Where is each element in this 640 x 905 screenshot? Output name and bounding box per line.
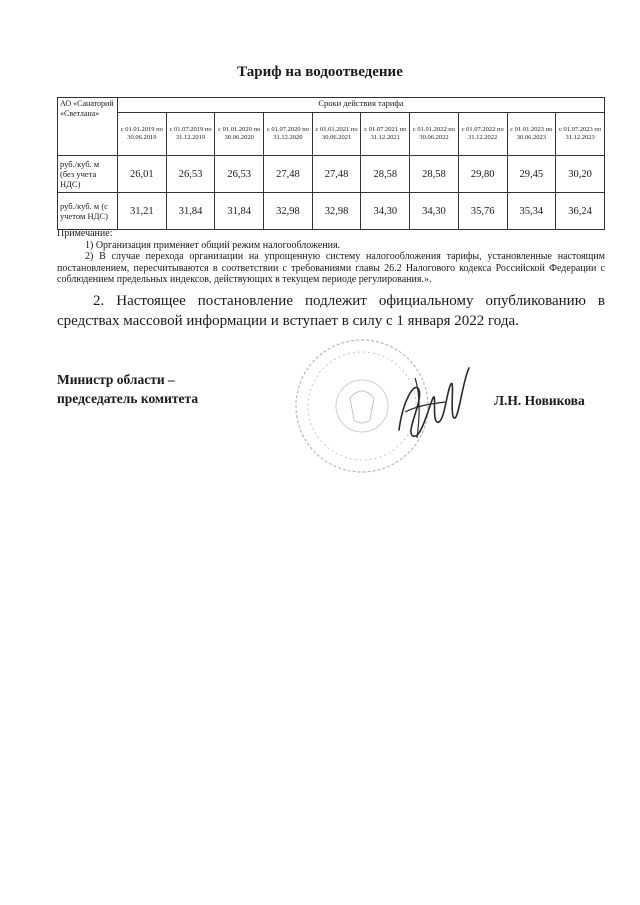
notes-block (57, 228, 605, 286)
period-header-cell: с 01.01.2021 по 30.06.2021 (312, 113, 361, 156)
table-corner-cell: АО «Санаторий «Светлана» (58, 98, 118, 156)
row-label: руб./куб. м (без учета НДС) (58, 156, 118, 193)
tariff-value-cell: 31,84 (215, 193, 264, 230)
period-row (58, 113, 605, 156)
tariff-value-cell: 26,53 (215, 156, 264, 193)
tariff-value-cell: 27,48 (312, 156, 361, 193)
tariff-value-cell: 31,21 (118, 193, 167, 230)
tariff-value-cell: 26,53 (166, 156, 215, 193)
signatory-role-line-1: Министр области – (57, 372, 175, 387)
note-2: 2) В случае перехода организации на упрощенную систему налогообложения тарифы, установленные настоящим постановлением, пересчитываются в соответствии с требованиями главы 26.2 Налогового кодекса Российской Федерации с соблюдением предельных индексов, действующих в текущем периоде регулирования.». (57, 251, 605, 285)
tariff-table (57, 97, 605, 230)
handwritten-signature (385, 360, 475, 450)
document-title: Тариф на водоотведение (237, 64, 403, 80)
period-header-cell: с 01.01.2019 по 30.06.2019 (118, 113, 167, 156)
periods-header: Сроки действия тарифа (118, 98, 605, 113)
tariff-value-cell: 26,01 (118, 156, 167, 193)
paragraph-2: 2. Настоящее постановление подлежит официальному опубликованию в средствах массовой информации и вступает в силу с 1 января 2022 года. (57, 293, 605, 329)
tariff-value-cell: 35,76 (458, 193, 507, 230)
period-header-cell: с 01.01.2022 по 30.06.2022 (410, 113, 459, 156)
period-header-cell: с 01.01.2020 по 30.06.2020 (215, 113, 264, 156)
tariff-value-cell: 29,80 (458, 156, 507, 193)
signatory-role-line-2: председатель комитета (57, 391, 199, 406)
tariff-value-cell: 29,45 (507, 156, 556, 193)
signatory-role (57, 370, 198, 408)
note-1: 1) Организация применяет общий режим налогообложения. (85, 239, 341, 251)
period-header-cell: с 01.07.2021 по 31.12.2021 (361, 113, 410, 156)
period-header-cell: с 01.07.2020 по 31.12.2020 (264, 113, 313, 156)
tariff-value-cell: 32,98 (264, 193, 313, 230)
notes-heading: Примечание: (57, 228, 113, 239)
tariff-value-cell: 36,24 (556, 193, 605, 230)
period-header-cell: с 01.07.2022 по 31.12.2022 (458, 113, 507, 156)
period-header-cell: с 01.07.2023 по 31.12.2023 (556, 113, 605, 156)
table-row (58, 156, 605, 193)
row-label: руб./куб. м (с учетом НДС) (58, 193, 118, 230)
period-header-cell: с 01.07.2019 по 31.12.2019 (166, 113, 215, 156)
tariff-value-cell: 27,48 (264, 156, 313, 193)
tariff-value-cell: 30,20 (556, 156, 605, 193)
tariff-value-cell: 34,30 (410, 193, 459, 230)
tariff-value-cell: 28,58 (410, 156, 459, 193)
tariff-value-cell: 28,58 (361, 156, 410, 193)
tariff-value-cell: 31,84 (166, 193, 215, 230)
tariff-value-cell: 32,98 (312, 193, 361, 230)
tariff-value-cell: 35,34 (507, 193, 556, 230)
tariff-value-cell: 34,30 (361, 193, 410, 230)
period-header-cell: с 01.01.2023 по 30.06.2023 (507, 113, 556, 156)
table-row (58, 193, 605, 230)
signatory-name: Л.Н. Новикова (494, 393, 585, 408)
